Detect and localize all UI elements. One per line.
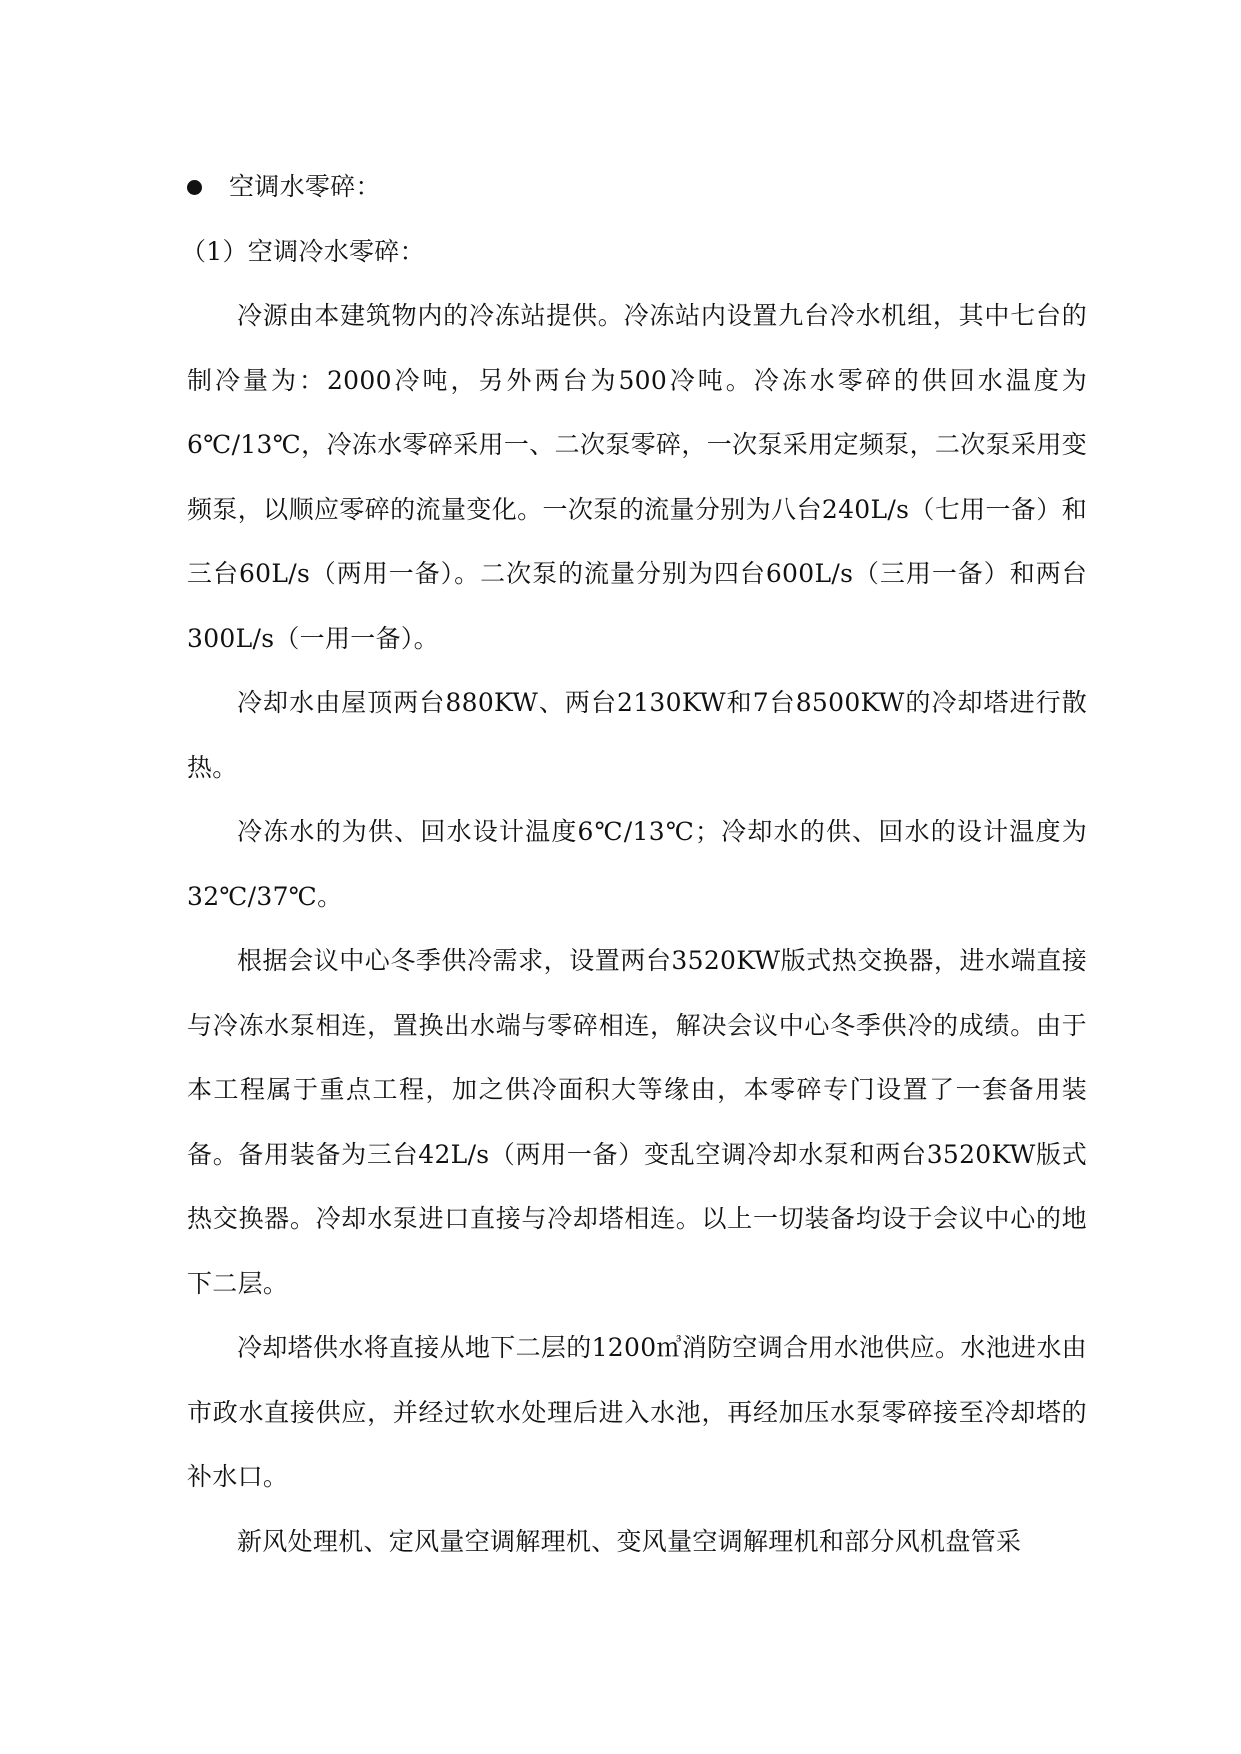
bullet-icon xyxy=(187,180,202,195)
paragraph-cooling-water: 冷却水由屋顶两台880KW、两台2130KW和7台8500KW的冷却塔进行散热。 xyxy=(187,688,1087,782)
paragraph-design-temperature: 冷冻水的为供、回水设计温度6℃/13℃；冷却水的供、回水的设计温度为32℃/37℃。 xyxy=(187,817,1087,911)
section-heading-text: 空调水零碎： xyxy=(229,172,381,201)
paragraph-cooling-tower-supply: 冷却塔供水将直接从地下二层的1200㎥消防空调合用水池供应。水池进水由市政水直接供应，并经过软水处理后进入水池，再经加压水泵零碎接至冷却塔的补水口。 xyxy=(187,1333,1087,1491)
section-heading xyxy=(187,155,1087,220)
paragraph-winter-cooling: 根据会议中心冬季供冷需求，设置两台3520KW版式热交换器，进水端直接与冷冻水泵相连，置换出水端与零碎相连，解决会议中心冬季供冷的成绩。由于本工程属于重点工程，加之供冷面积大等缘由，本零碎专门设置了一套备用装备。备用装备为三台42L/s（两用一备）变乱空调冷却水泵和两台3520KW版式热交换器。冷却水泵进口直接与冷却塔相连。以上一切装备均设于会议中心的地下二层。 xyxy=(187,946,1087,1298)
paragraph-chilled-water-source: 冷源由本建筑物内的冷冻站提供。冷冻站内设置九台冷水机组，其中七台的制冷量为：2000冷吨，另外两台为500冷吨。冷冻水零碎的供回水温度为6℃/13℃，冷冻水零碎采用一、二次泵零碎，一次泵采用定频泵，二次泵采用变频泵，以顺应零碎的流量变化。一次泵的流量分别为八台240L/s（七用一备）和三台60L/s（两用一备）。二次泵的流量分别为四台600L/s（三用一备）和两台300L/s（一用一备）。 xyxy=(187,301,1087,653)
subsection-heading: （1）空调冷水零碎： xyxy=(181,236,425,266)
paragraph-air-handlers: 新风处理机、定风量空调解理机、变风量空调解理机和部分风机盘管采 xyxy=(237,1526,1022,1556)
document-body xyxy=(181,155,1087,1574)
